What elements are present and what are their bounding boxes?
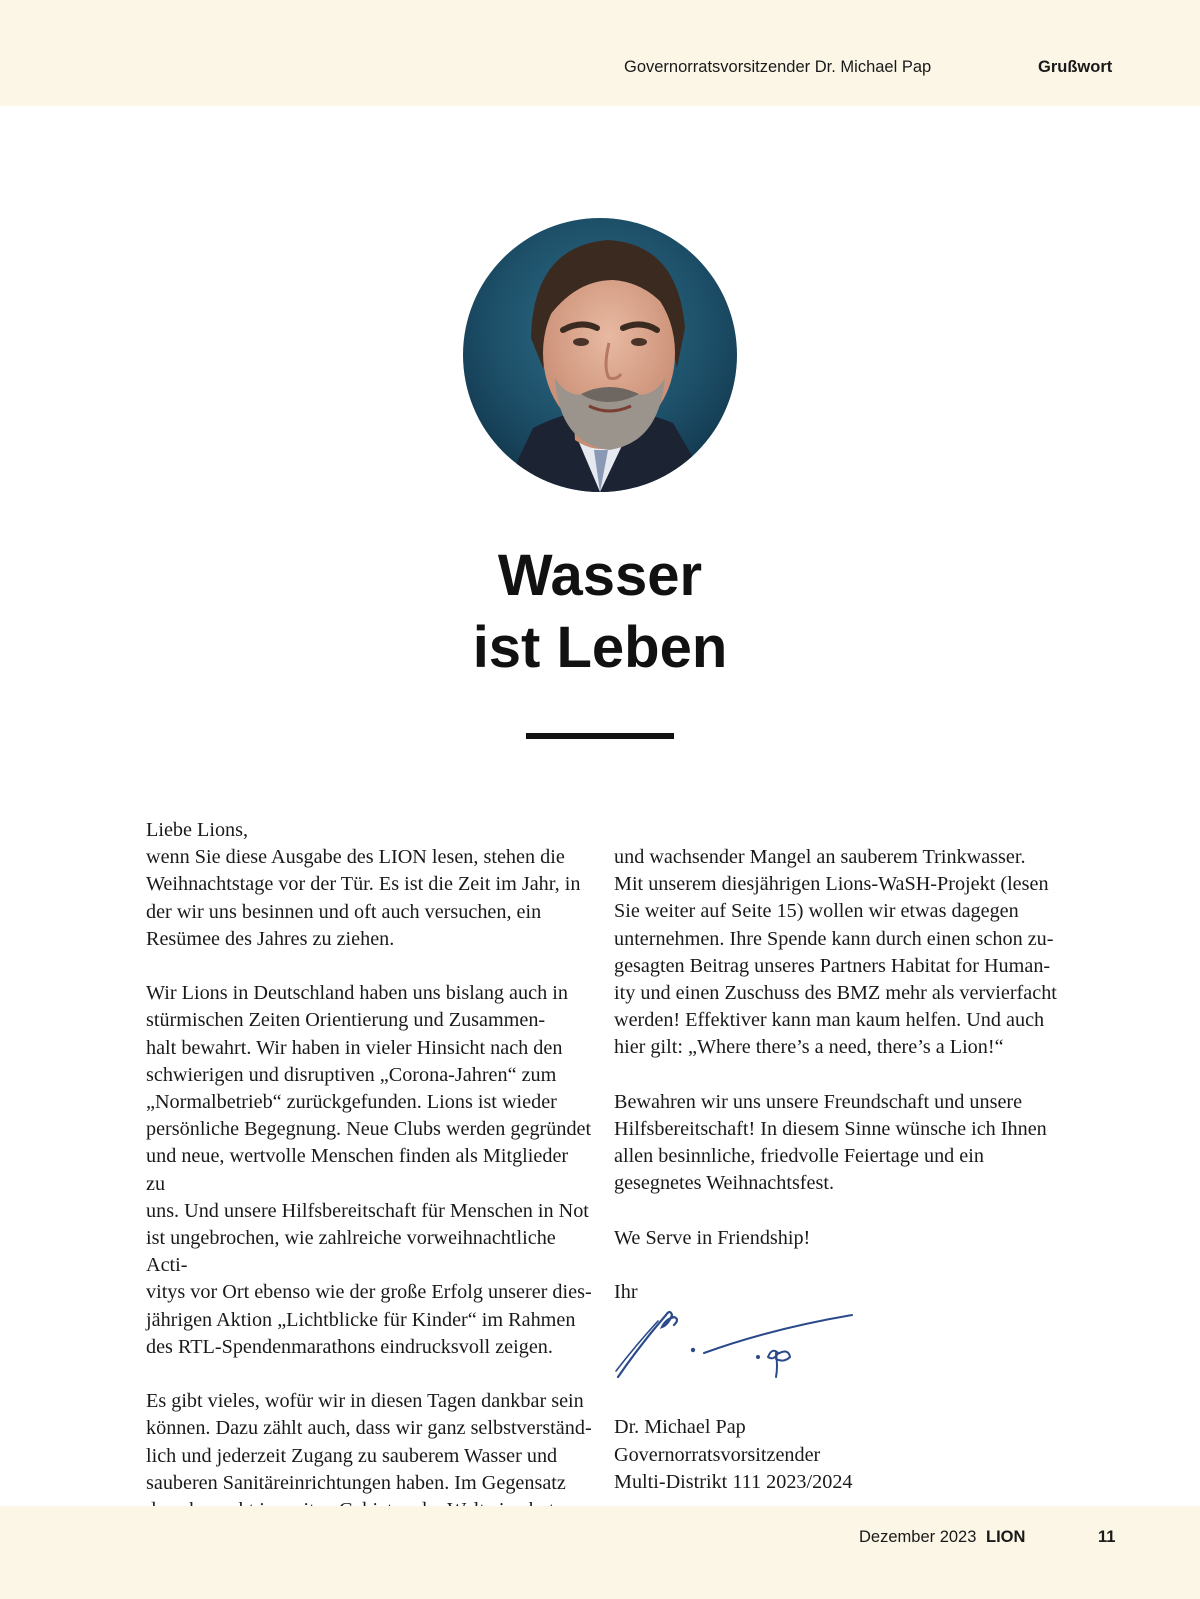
letter-line: Es gibt vieles, wofür wir in diesen Tagen dankbar sein (146, 1390, 584, 1413)
letter-line: stürmischen Zeiten Orientierung und Zusammen- (146, 1009, 546, 1032)
letter-line: Wir Lions in Deutschland haben uns bislang auch in (146, 982, 568, 1005)
letter-line: gesegnetes Weihnachtsfest. (614, 1172, 834, 1195)
letter-line: sauberen Sanitäreinrichtungen haben. Im Gegensatz (146, 1471, 566, 1494)
letter-line: wenn Sie diese Ausgabe des LION lesen, stehen die (146, 846, 565, 869)
paragraph-gap (146, 1361, 592, 1388)
letter-line: vitys vor Ort ebenso wie der große Erfolg unserer dies- (146, 1281, 592, 1304)
letter-line: Sie weiter auf Seite 15) wollen wir etwas dagegen (614, 900, 1019, 923)
letter-line: und neue, wertvolle Menschen finden als Mitglieder zu (146, 1145, 569, 1195)
letter-line: des RTL-Spendenmarathons eindrucksvoll zeigen. (146, 1335, 553, 1358)
letter-column-left (146, 817, 592, 1524)
letter-line: Liebe Lions, (146, 819, 249, 841)
paragraph-gap (614, 1198, 1060, 1225)
footer-bar (0, 1506, 1200, 1599)
letter-line: hier gilt: „Where there’s a need, there’s a Lion!“ (614, 1036, 1004, 1059)
footer-page-number: 11 (1098, 1528, 1116, 1546)
letter-line: We Serve in Friendship! (614, 1226, 811, 1249)
letter-line: unternehmen. Ihre Spende kann durch einen schon zu- (614, 927, 1054, 950)
paragraph-gap (614, 1252, 1060, 1279)
letter-line: ist ungebrochen, wie zahlreiche vorweihnachtliche Acti- (146, 1227, 556, 1277)
letter-line: der wir uns besinnen und oft auch versuchen, ein (146, 900, 542, 923)
letter-line: gesagten Beitrag unseres Partners Habitat for Human- (614, 954, 1051, 977)
letter-line: Ihr (614, 1281, 638, 1304)
letter-line: allen besinnliche, friedvolle Feiertage und ein (614, 1145, 984, 1168)
header-section-label: Grußwort (1038, 58, 1113, 76)
letter-line: Mit unserem diesjährigen Lions-WaSH-Projekt (lesen (614, 873, 1049, 896)
header-author: Governorratsvorsitzender Dr. Michael Pap (624, 58, 932, 76)
signer-district: Multi-Distrikt 111 2023/2024 (614, 1470, 853, 1493)
headline-line-2: ist Leben (472, 615, 728, 680)
headline-divider (526, 733, 674, 739)
letter-line: Weihnachtstage vor der Tür. Es ist die Zeit im Jahr, in (146, 873, 581, 896)
letter-line: Bewahren wir uns unsere Freundschaft und unsere (614, 1090, 1023, 1113)
paragraph-gap (614, 1062, 1060, 1089)
headline-line-1: Wasser (497, 543, 703, 608)
paragraph-gap (146, 953, 592, 980)
letter-line: uns. Und unsere Hilfsbereitschaft für Menschen in Not (146, 1199, 589, 1222)
letter-line: und wachsender Mangel an sauberem Trinkwasser. (614, 846, 1026, 868)
letter-line: ity und einen Zuschuss des BMZ mehr als vervierfacht (614, 982, 1057, 1005)
header-bar (0, 0, 1200, 106)
letter-line: „Normalbetrieb“ zurückgefunden. Lions ist wieder (146, 1091, 557, 1114)
letter-line: schwierigen und disruptiven „Corona-Jahren“ zum (146, 1063, 557, 1086)
article-headline (0, 540, 1200, 684)
letter-line: persönliche Begegnung. Neue Clubs werden gegründet (146, 1118, 592, 1141)
handwritten-signature-icon (610, 1305, 860, 1385)
footer-magazine-name: LION (986, 1528, 1026, 1546)
letter-line: können. Dazu zählt auch, dass wir ganz selbstverständ- (146, 1417, 592, 1440)
letter-line: werden! Effektiver kann man kaum helfen. Und auch (614, 1009, 1045, 1032)
letter-column-right (614, 844, 1060, 1496)
letter-line: Hilfsbereitschaft! In diesem Sinne wünsche ich Ihnen (614, 1118, 1047, 1141)
letter-line: jährigen Aktion „Lichtblicke für Kinder“ im Rahmen (146, 1308, 576, 1331)
author-portrait (463, 218, 737, 492)
signer-title: Governorratsvorsitzender (614, 1443, 821, 1466)
signer-name: Dr. Michael Pap (614, 1416, 746, 1439)
letter-line: Resümee des Jahres zu ziehen. (146, 927, 395, 950)
letter-line: halt bewahrt. Wir haben in vieler Hinsicht nach den (146, 1036, 563, 1059)
footer-issue-date: Dezember 2023 (859, 1528, 977, 1546)
portrait-photo-icon (463, 218, 737, 492)
letter-line: lich und jederzeit Zugang zu sauberem Wasser und (146, 1444, 558, 1467)
